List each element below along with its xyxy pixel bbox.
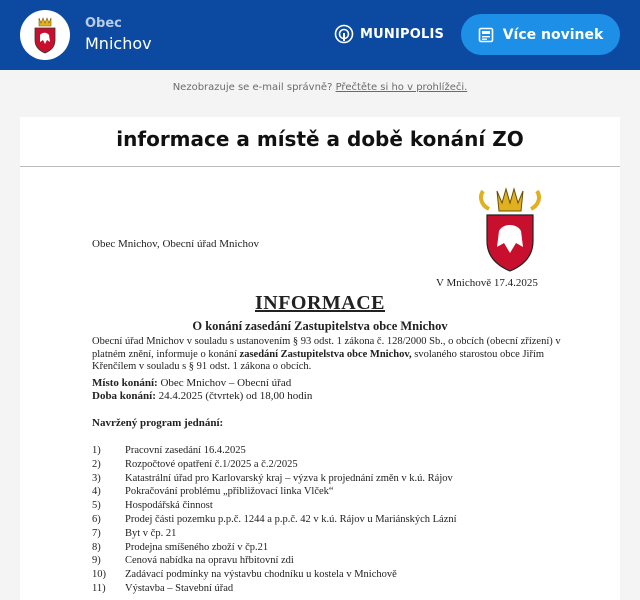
agenda-item [92,445,592,459]
agenda-text: Pokračování problému „přibližovací linka Vlček“ [125,486,334,498]
agenda-list [92,445,592,597]
agenda-item [92,514,592,528]
munipolis-brand[interactable] [334,24,444,44]
agenda-item [92,500,592,514]
view-in-browser-link[interactable]: Přečtěte si ho v prohlížeči. [335,82,468,93]
place-value: Obec Mnichov – Obecní úřad [157,377,292,389]
agenda-number: 5) [92,500,101,512]
paragraph-bold: zasedání Zastupitelstva obce Mnichov, [239,348,412,360]
document-office: Obec Mnichov, Obecní úřad Mnichov [92,238,259,250]
agenda-text: Hospodářská činnost [125,500,213,512]
document-date: V Mnichově 17.4.2025 [436,277,538,289]
munipolis-logo-icon [334,24,354,44]
org-type: Obec [85,16,122,31]
more-news-button[interactable] [461,14,620,55]
agenda-item [92,542,592,556]
agenda-number: 8) [92,541,101,553]
org-name: Mnichov [85,34,152,53]
agenda-item [92,459,592,473]
time-value: 24.4.2025 (čtvrtek) od 18,00 hodin [155,390,313,402]
agenda-text: Katastrální úřad pro Karlovarský kraj – výzva k projednání změn v k.ú. Rájov [125,472,453,484]
munipolis-label: MUNIPOLIS [360,26,445,42]
program-heading: Navržený program jednání: [92,417,224,429]
agenda-item [92,583,592,597]
article-title: informace a místě a době konání ZO [116,127,524,151]
agenda-number: 9) [92,555,101,567]
coat-of-arms-icon [475,187,545,273]
agenda-item [92,555,592,569]
document-heading: INFORMACE [254,292,386,314]
agenda-number: 6) [92,513,101,525]
notice-text: Nezobrazuje se e-mail správně? [172,82,333,93]
agenda-text: Prodej části pozemku p.p.č. 1244 a p.p.č. 42 v k.ú. Rájov u Mariánských Lázní [125,513,457,525]
agenda-item [92,528,592,542]
agenda-item [92,486,592,500]
agenda-text: Pracovní zasedání 16.4.2025 [125,445,246,456]
agenda-text: Byt v čp. 21 [125,527,177,539]
meeting-place [92,377,291,389]
document-subheading: O konání zasedání Zastupitelstva obce Mnichov [192,319,448,333]
agenda-number: 4) [92,486,101,498]
agenda-number: 10) [92,569,106,581]
agenda-text: Cenová nabídka na opravu hřbitovní zdi [125,555,294,567]
logo[interactable] [20,10,70,60]
divider [20,166,620,167]
place-label: Místo konání: [92,377,158,389]
meeting-time [92,390,312,402]
agenda-text: Prodejna smíšeného zboží v čp.21 [125,541,269,553]
news-icon [478,27,494,43]
document-paragraph [92,336,562,374]
browser-view-notice [0,82,640,93]
agenda-text: Výstavba – Stavební úřad [125,582,234,594]
agenda-item [92,473,592,487]
paragraph-part-2: svolaného starostou obce Jiřím Křenčílem v souladu s § 91 odst. 1 zákona o obcích. [92,348,545,372]
agenda-number: 11) [92,582,106,594]
agenda-number: 2) [92,458,101,470]
agenda-item [92,569,592,583]
coat-of-arms-icon [30,16,60,54]
agenda-number: 1) [92,445,101,456]
paragraph-part-1: Obecní úřad Mnichov v souladu s ustanovením § 93 odst. 1 zákona č. 128/2000 Sb., o obcích (obecní zřízení) v platném znění, informuje o konání [92,336,561,360]
agenda-text: Zadávací podmínky na výstavbu chodníku u kostela v Mnichově [125,569,397,581]
agenda-number: 7) [92,527,101,539]
more-news-label: Více novinek [502,26,604,43]
newsletter-header [0,0,640,70]
agenda-number: 3) [92,472,101,484]
agenda-text: Rozpočtové opatření č.1/2025 a č.2/2025 [125,458,298,470]
time-label: Doba konání: [92,390,156,402]
article-card [20,117,620,600]
